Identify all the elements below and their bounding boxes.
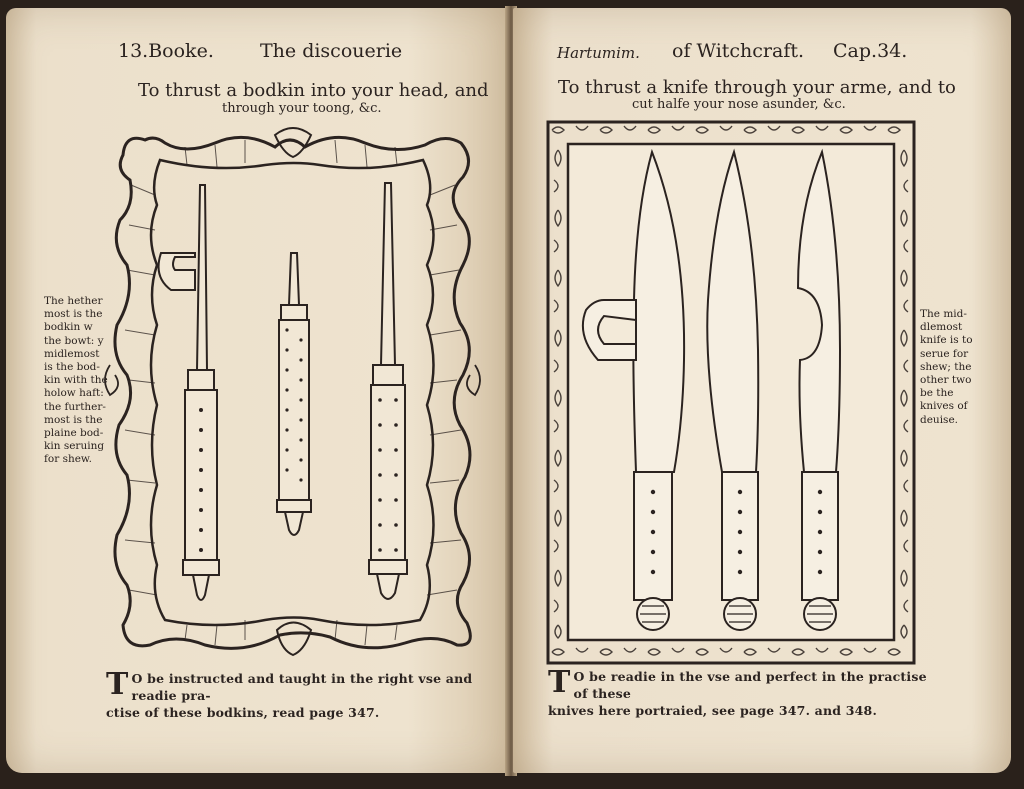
right-heading: To thrust a knife through your arme, and to xyxy=(558,77,956,98)
left-caption-line-2: ctise of these bodkins, read page 347. xyxy=(106,705,380,720)
side-note-line: for shew. xyxy=(44,453,93,466)
side-note-line: shew; the xyxy=(920,360,972,373)
right-running-head-chapter: Cap.34. xyxy=(833,40,908,62)
side-note-line: holow haft: xyxy=(44,387,104,400)
side-note-line: deuise. xyxy=(920,413,958,426)
side-note-line: The hether xyxy=(44,295,103,307)
right-side-note xyxy=(920,308,973,427)
left-caption-line-1: O be instructed and taught in the right vse and readie pra- xyxy=(131,671,473,703)
right-caption-line-1: O be readie in the vse and perfect in the practise of these xyxy=(573,669,927,701)
side-note-line: midlemost xyxy=(44,347,100,360)
side-note-line: plaine bod- xyxy=(44,427,104,440)
side-note-line: other two xyxy=(920,374,972,387)
side-note-line: kin with the xyxy=(44,374,108,387)
side-note-line: serue for xyxy=(920,347,969,360)
left-heading: To thrust a bodkin into your head, and xyxy=(138,80,489,101)
right-caption-line-2: knives here portraied, see page 347. and 348. xyxy=(548,703,878,718)
left-subheading: through your toong, &c. xyxy=(222,101,382,116)
side-note-line: knife is to xyxy=(920,334,973,347)
left-running-head-title: The discouerie xyxy=(260,40,403,62)
left-side-note xyxy=(44,295,108,467)
side-note-line: The mid- xyxy=(920,308,967,320)
side-note-line: the further- xyxy=(44,400,106,413)
side-note-line: the bowt: y xyxy=(44,334,104,347)
left-caption xyxy=(106,667,486,721)
side-note-line: bodkin w xyxy=(44,321,93,334)
bodkins-illustration xyxy=(105,125,480,663)
side-note-line: be the xyxy=(920,387,954,400)
left-running-head-book: 13.Booke. xyxy=(118,40,214,62)
side-note-line: most is the xyxy=(44,413,103,426)
knife-with-notch xyxy=(798,152,840,630)
right-caption-dropcap: T xyxy=(548,665,571,700)
right-subheading: cut halfe your nose asunder, &c. xyxy=(632,97,846,112)
bodkin-plain xyxy=(369,183,407,599)
side-note-line: is the bod- xyxy=(44,361,100,374)
side-note-line: knives of xyxy=(920,400,968,413)
bodkin-hollow-haft xyxy=(277,253,311,535)
right-caption xyxy=(548,665,928,719)
knives-illustration xyxy=(546,120,916,665)
right-running-head-title: of Witchcraft. xyxy=(672,40,805,62)
side-note-line: kin seruing xyxy=(44,440,105,453)
side-note-line: dlemost xyxy=(920,321,963,334)
side-note-line: most is the xyxy=(44,308,103,321)
left-caption-dropcap: T xyxy=(106,667,129,702)
bodkin-with-bowt xyxy=(159,185,219,600)
right-running-head-left: Hartumim. xyxy=(557,44,640,62)
